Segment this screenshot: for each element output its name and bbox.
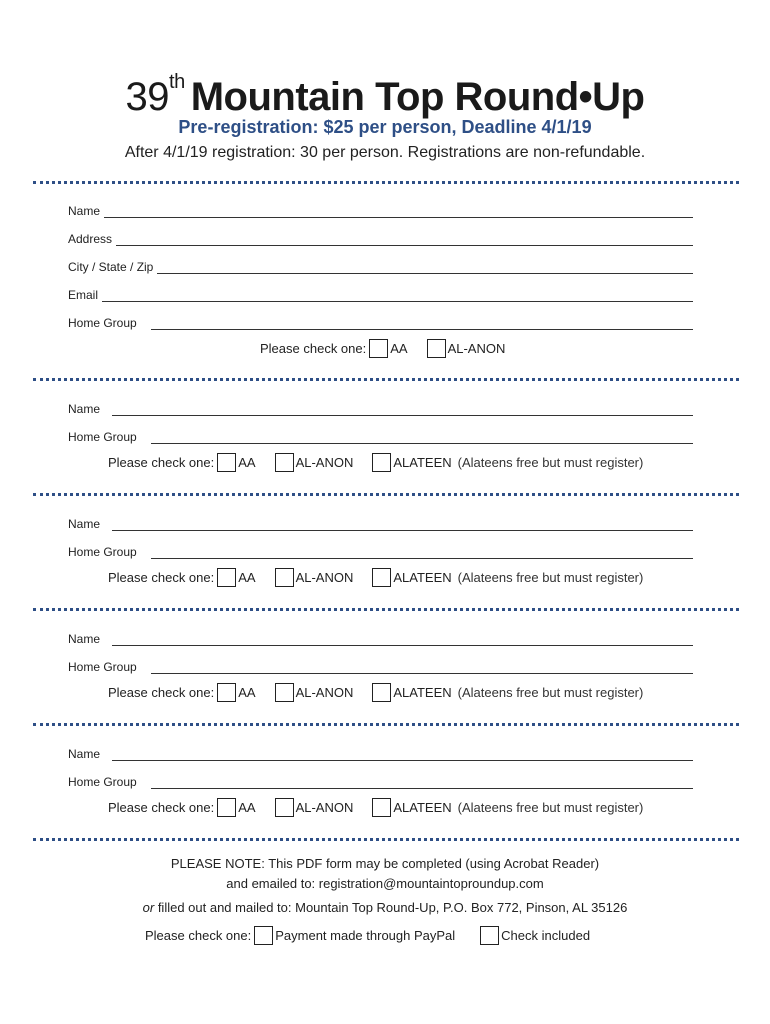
email-field[interactable]: [68, 284, 693, 302]
alateen-option-label: ALATEEN: [393, 684, 452, 700]
attendee-name-label: Name: [68, 517, 101, 531]
check-included-checkbox[interactable]: [480, 926, 499, 945]
edition-number: 39: [125, 75, 170, 119]
attendee-name-label: Name: [68, 632, 101, 646]
city-state-zip-field[interactable]: [68, 256, 693, 274]
primary-membership-check: [260, 337, 521, 359]
alateen-checkbox[interactable]: [372, 568, 391, 587]
attendee-name-label: Name: [68, 402, 101, 416]
city-state-zip-input-line[interactable]: [157, 260, 693, 274]
home-group-label: Home Group: [68, 316, 137, 330]
alateen-checkbox[interactable]: [372, 453, 391, 472]
aa-checkbox[interactable]: [369, 339, 388, 358]
aa-option-label: AA: [238, 454, 256, 470]
paypal-checkbox[interactable]: [254, 926, 273, 945]
aa-checkbox[interactable]: [217, 798, 236, 817]
alateen-note: (Alateens free but must register): [457, 799, 644, 815]
attendee-home-group-field[interactable]: [68, 541, 693, 559]
preregistration-heading: Pre-registration: $25 per person, Deadline 4/1/19: [178, 117, 592, 137]
check-prompt: Please check one:: [108, 799, 215, 815]
attendee-name-label: Name: [68, 747, 101, 761]
al-anon-option-label: AL-ANON: [295, 684, 354, 700]
al-anon-checkbox[interactable]: [427, 339, 446, 358]
attendee-home-group-field[interactable]: [68, 656, 693, 674]
attendee-home-group-label: Home Group: [68, 545, 137, 559]
page-title: [0, 52, 770, 127]
attendee-name-input-line[interactable]: [112, 402, 693, 416]
check-prompt: Please check one:: [145, 927, 252, 943]
attendee-home-group-field[interactable]: [68, 426, 693, 444]
home-group-input-line[interactable]: [151, 316, 693, 330]
attendee-home-group-input-line[interactable]: [151, 545, 693, 559]
mail-address-line: filled out and mailed to: Mountain Top Round-Up, P.O. Box 772, Pinson, AL 35126: [154, 900, 628, 915]
submission-note-line2: and emailed to: registration@mountaintoproundup.com: [226, 876, 544, 891]
al-anon-checkbox[interactable]: [275, 568, 294, 587]
al-anon-option-label: AL-ANON: [295, 569, 354, 585]
attendee-home-group-field[interactable]: [68, 771, 693, 789]
check-prompt: Please check one:: [260, 340, 367, 356]
alateen-option-label: ALATEEN: [393, 569, 452, 585]
alateen-checkbox[interactable]: [372, 798, 391, 817]
aa-option-label: AA: [238, 799, 256, 815]
al-anon-checkbox[interactable]: [275, 453, 294, 472]
home-group-field[interactable]: [68, 312, 693, 330]
attendee-name-input-line[interactable]: [112, 632, 693, 646]
email-label: Email: [68, 288, 99, 302]
mail-instructions: [0, 900, 770, 915]
alateen-option-label: ALATEEN: [393, 454, 452, 470]
attendee-home-group-label: Home Group: [68, 660, 137, 674]
paypal-option-label: Payment made through PayPal: [275, 927, 456, 943]
attendee-name-input-line[interactable]: [112, 517, 693, 531]
al-anon-option-label: AL-ANON: [447, 340, 506, 356]
attendee-membership-check: [108, 451, 643, 473]
attendee-home-group-label: Home Group: [68, 430, 137, 444]
attendee-name-field[interactable]: [68, 398, 693, 416]
late-registration-note: After 4/1/19 registration: 30 per person. Registrations are non-refundable.: [124, 144, 646, 161]
dotted-divider: [33, 378, 739, 381]
check-prompt: Please check one:: [108, 454, 215, 470]
dotted-divider: [33, 838, 739, 841]
attendee-membership-check: [108, 796, 643, 818]
aa-option-label: AA: [238, 684, 256, 700]
address-field[interactable]: [68, 228, 693, 246]
attendee-home-group-input-line[interactable]: [151, 430, 693, 444]
attendee-home-group-input-line[interactable]: [151, 660, 693, 674]
alateen-note: (Alateens free but must register): [457, 454, 644, 470]
dotted-divider: [33, 181, 739, 184]
address-input-line[interactable]: [116, 232, 693, 246]
alateen-note: (Alateens free but must register): [457, 569, 644, 585]
payment-method-check: [145, 924, 590, 946]
aa-checkbox[interactable]: [217, 453, 236, 472]
aa-checkbox[interactable]: [217, 683, 236, 702]
attendee-name-field[interactable]: [68, 628, 693, 646]
alateen-checkbox[interactable]: [372, 683, 391, 702]
name-field[interactable]: [68, 200, 693, 218]
email-input-line[interactable]: [102, 288, 693, 302]
al-anon-option-label: AL-ANON: [295, 454, 354, 470]
dotted-divider: [33, 608, 739, 611]
attendee-home-group-label: Home Group: [68, 775, 137, 789]
attendee-home-group-input-line[interactable]: [151, 775, 693, 789]
edition-ordinal: th: [169, 71, 185, 93]
alateen-note: (Alateens free but must register): [457, 684, 644, 700]
check-prompt: Please check one:: [108, 569, 215, 585]
dotted-divider: [33, 493, 739, 496]
submission-note-line1: PLEASE NOTE: This PDF form may be completed (using Acrobat Reader): [170, 856, 600, 871]
event-name: Mountain Top Round•Up: [190, 75, 645, 119]
aa-checkbox[interactable]: [217, 568, 236, 587]
address-label: Address: [68, 232, 113, 246]
name-label: Name: [68, 204, 101, 218]
al-anon-checkbox[interactable]: [275, 798, 294, 817]
dotted-divider: [33, 723, 739, 726]
check-prompt: Please check one:: [108, 684, 215, 700]
attendee-membership-check: [108, 681, 643, 703]
al-anon-option-label: AL-ANON: [295, 799, 354, 815]
attendee-name-field[interactable]: [68, 743, 693, 761]
al-anon-checkbox[interactable]: [275, 683, 294, 702]
attendee-name-input-line[interactable]: [112, 747, 693, 761]
check-included-option-label: Check included: [501, 927, 591, 943]
city-state-zip-label: City / State / Zip: [68, 260, 154, 274]
name-input-line[interactable]: [104, 204, 693, 218]
alateen-option-label: ALATEEN: [393, 799, 452, 815]
attendee-membership-check: [108, 566, 643, 588]
attendee-name-field[interactable]: [68, 513, 693, 531]
aa-option-label: AA: [390, 340, 408, 356]
mail-prefix: or: [142, 900, 155, 915]
aa-option-label: AA: [238, 569, 256, 585]
